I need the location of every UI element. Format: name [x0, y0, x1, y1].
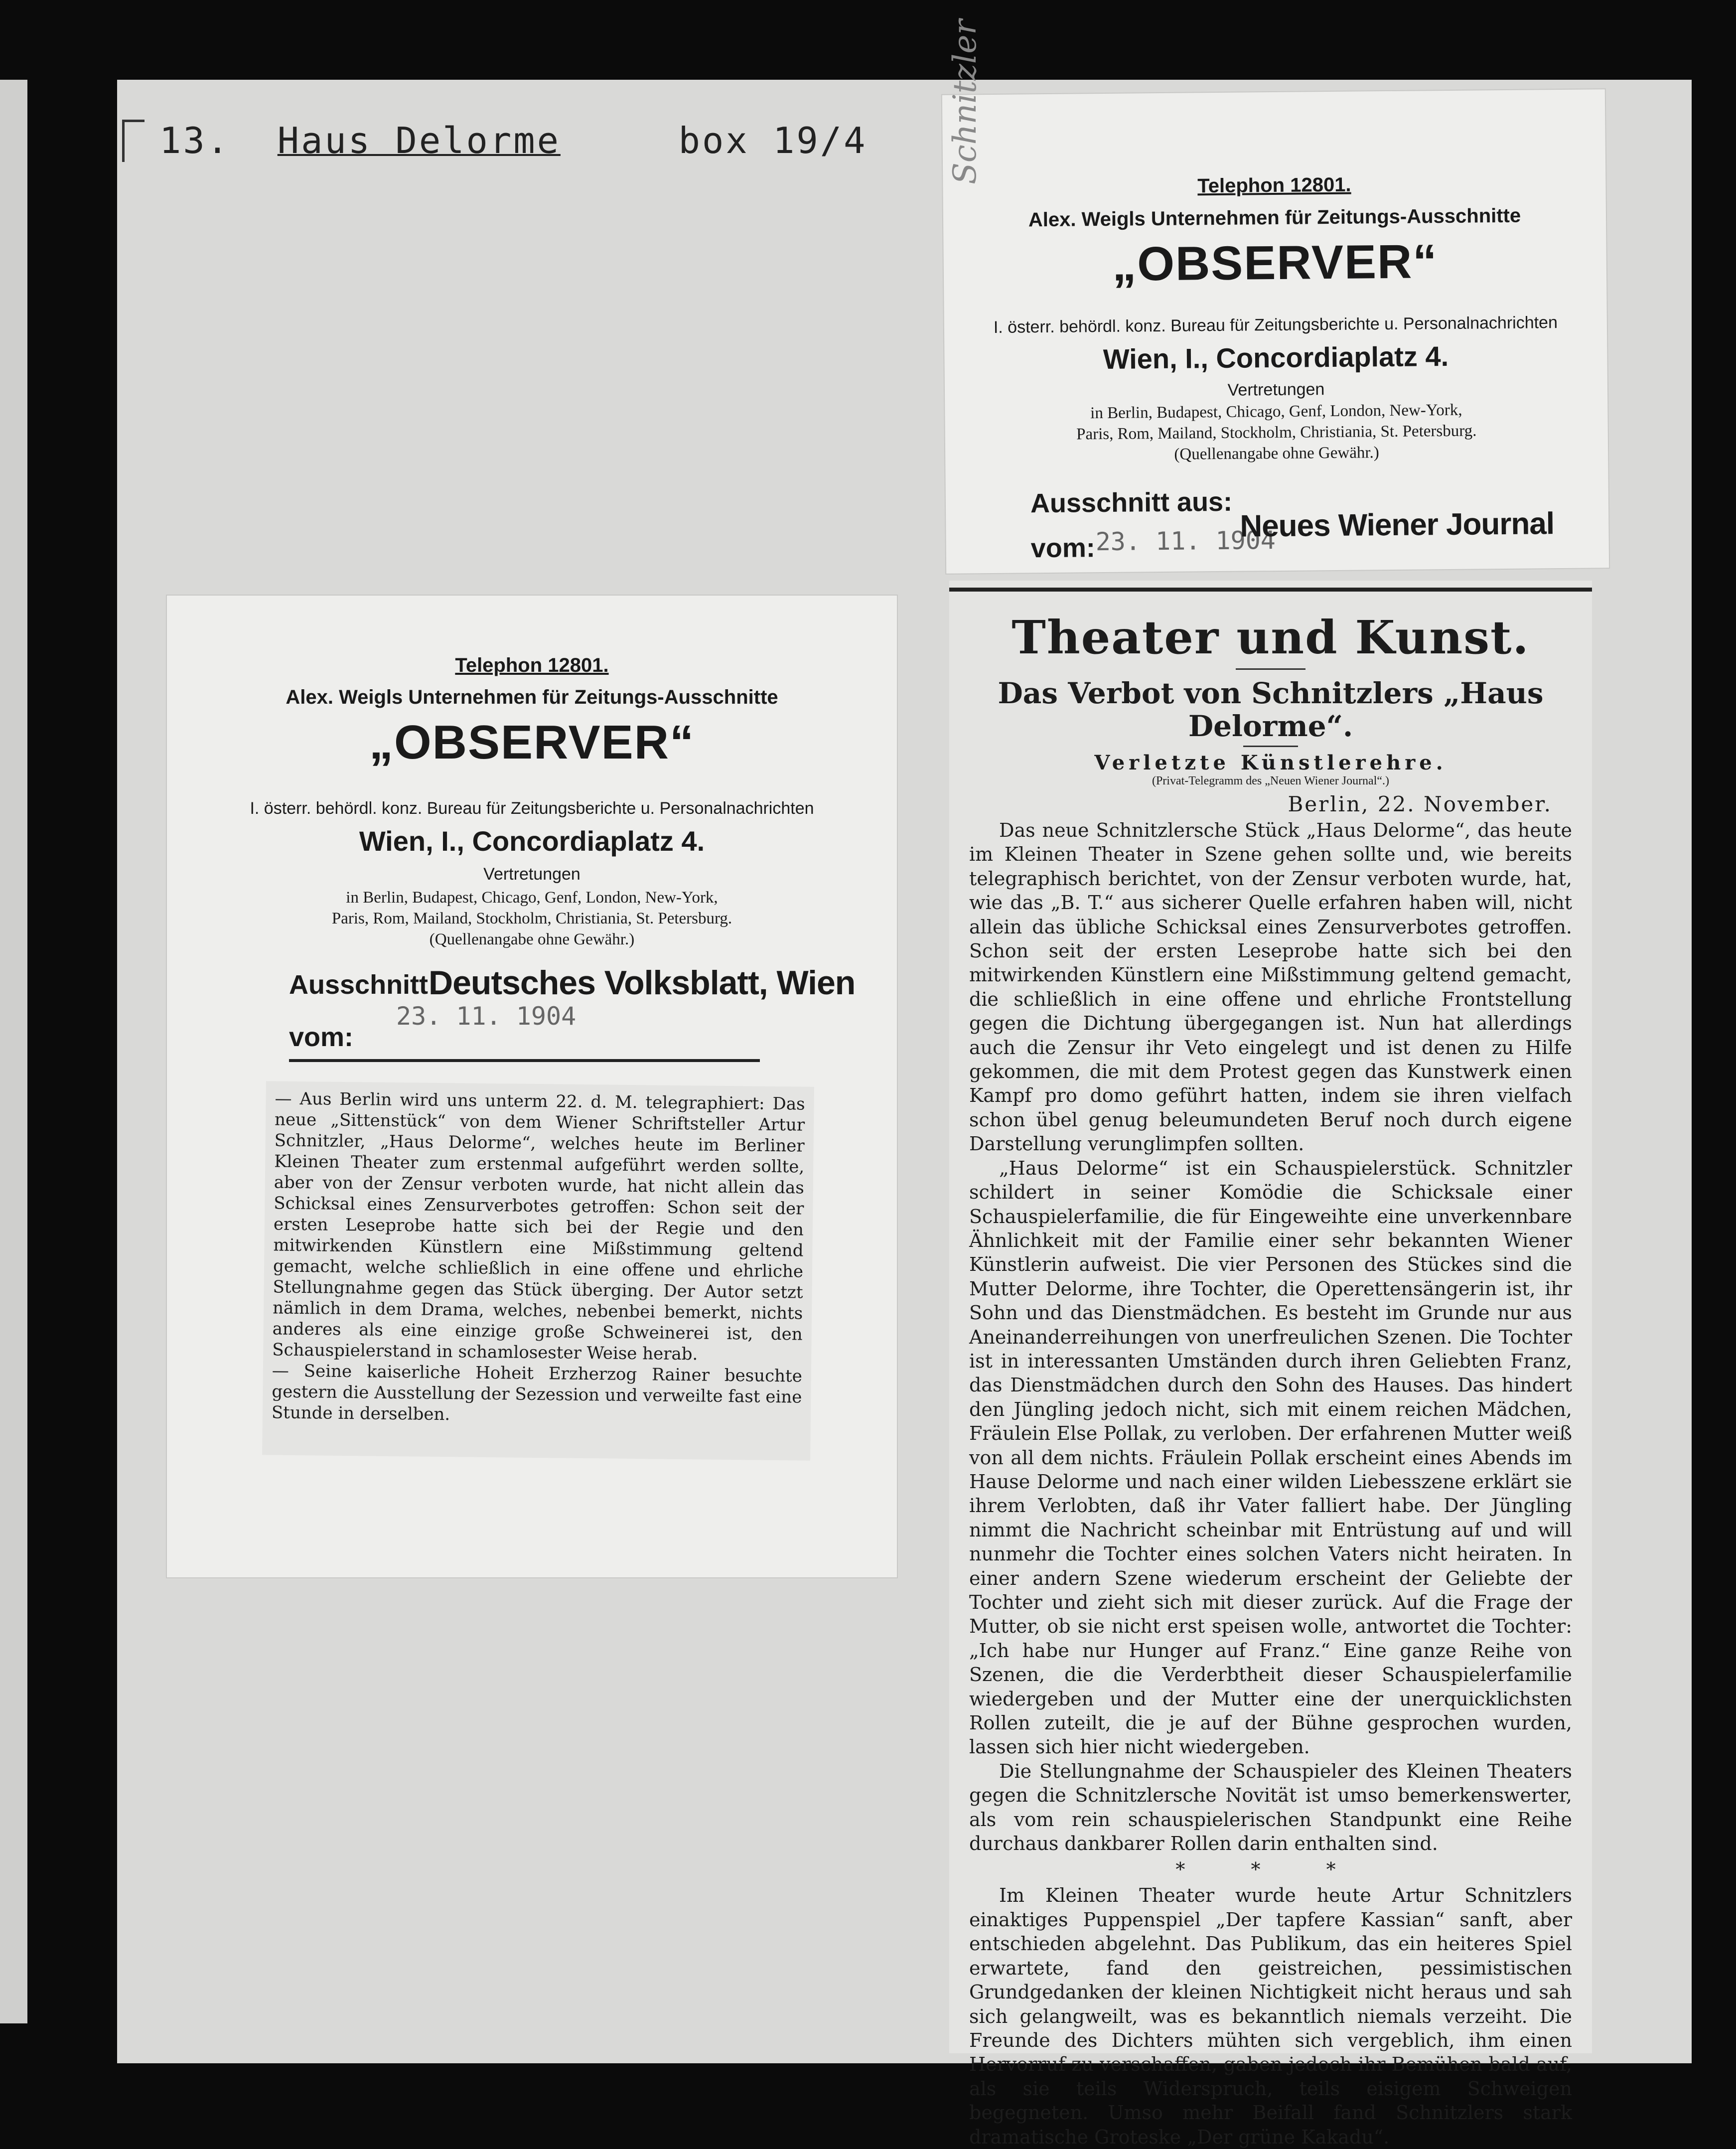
agencies-line-2: Paris, Rom, Mailand, Stockholm, Christiania, St. Petersburg.	[331, 910, 732, 927]
article-paragraph: Das neue Schnitzlersche Stück „Haus Delorme“, das heute im Kleinen Theater in Szene gehen sollte und, wie bereits telegraphisch berichtet, von der Zensur verboten wurde, hat, wie das „B. T.“ aus sicherer Quelle erfahren haben will, nicht allein das übliche Schicksal eines Zensurverbotes getroffen. Schon seit der ersten Leseprobe hatte sich bei den mitwirkenden Künstlern eine Mißstimmung geltend gemacht, die schließlich in eine offene und ehrliche Frontstellung gegen die Dichtung übergegangen ist. Nun hat allerdings auch die Zensur ihr Veto eingelegt und ist denen zu Hilfe gekommen, die mit dem Protest gegen das Kunstwerk einen Kampf pro domo geführt hatten, indem sie ihren vielfach schon übel genug beleumundeten Beruf noch durch eigene Darstellung verunglimpfen sollten.	[969, 819, 1572, 1155]
header-title: Haus Delorme	[277, 120, 561, 161]
publication-name: Neues Wiener Journal	[1240, 506, 1555, 544]
address-line: Wien, I., Concordiaplatz 4.	[1103, 340, 1449, 375]
clipping-paragraph: — Aus Berlin wird uns unterm 22. d. M. telegraphiert: Das neue „Sittenstück“ von dem Wiener Schriftsteller Artur Schnitzler, „Haus Delorme“, welches heute im Berliner Kleinen Theater zum erstenmal aufgeführt werden sollte, aber von der Zensur verboten wurde, hat nicht allein das Schicksal eines Zensurverbotes getroffen: Schon seit der ersten Leseprobe hatte sich bei der Regie und den mitwirkenden Künstlern eine Mißstimmung geltend gemacht, welche schließlich in eine offene und ehrliche Stellungnahme gegen das Stück überging. Der Autor setzt nämlich in dem Drama, welches, nebenbei bemerkt, nichts anderes als eine einzige große Schweinerei ist, den Schauspielerstand in schamlosester Weise herab.	[272, 1088, 805, 1365]
company-line: Alex. Weigls Unternehmen für Zeitungs-Ausschnitte	[286, 686, 778, 708]
separator: * * *	[1175, 1858, 1366, 1881]
disclaimer: (Quellenangabe ohne Gewähr.)	[429, 930, 635, 948]
observer-title: „OBSERVER“	[1112, 235, 1438, 291]
article-paragraph: Die Stellungnahme der Schauspieler des Kleinen Theaters gegen die Schnitzlersche Novität ist umso bemerkenswerter, als vom rein schauspielerischen Standpunkt eine Reihe durchaus dankbarer Rollen darin enthalten sind.	[969, 1760, 1572, 1855]
bureau-line: I. österr. behördl. konz. Bureau für Zeitungsberichte u. Personalnachrichten	[250, 799, 814, 818]
left-news-clipping	[262, 1081, 814, 1460]
source-line: (Privat-Telegramm des „Neuen Wiener Journal“.)	[1152, 774, 1390, 787]
dateline: Berlin, 22. November.	[1288, 792, 1552, 816]
handwritten-note: Schnitzler	[947, 19, 984, 184]
divider-rule	[289, 1059, 760, 1062]
top-rule	[949, 588, 1592, 592]
company-line: Alex. Weigls Unternehmen für Zeitungs-Ausschnitte	[1028, 204, 1521, 231]
subheadline: Verletzte Künstlerehre.	[1094, 751, 1447, 774]
corner-bracket	[122, 120, 145, 162]
article-clipping	[949, 581, 1592, 2148]
section-title: Theater und Kunst.	[1012, 611, 1530, 664]
disclaimer: (Quellenangabe ohne Gewähr.)	[1174, 444, 1379, 463]
address-line: Wien, I., Concordiaplatz 4.	[359, 825, 705, 857]
date-label: vom:	[1030, 533, 1096, 564]
telephone: Telephon 12801.	[455, 654, 609, 676]
title-rule	[1236, 668, 1305, 670]
adjacent-page-edge	[0, 80, 27, 2023]
agencies-line-1: in Berlin, Budapest, Chicago, Genf, London, New-York,	[1090, 401, 1462, 423]
date-stamp: 23. 11. 1904	[1095, 526, 1276, 557]
headline-rule	[1243, 746, 1298, 747]
article-paragraph: Im Kleinen Theater wurde heute Artur Schnitzlers einaktiges Puppenspiel „Der tapfere Kassian“ sanft, aber entschieden abgelehnt. Das Publikum, das ein heiteres Spiel erwartete, fand den geistreichen, pessimistischen Grundgedanken der kleinen Nichtigkeit nicht heraus und sah sich gelangweilt, was es bekanntlich niemals verzeiht. Die Freunde des Dichters mühten sich vergeblich, ihm einen Hervorruf zu verschaffen, gaben jedoch ihr Bemühen bald auf, als sie teils Widerspruch, teils eisigem Schweigen begegneten. Umso mehr Beifall fand Schnitzlers stark dramatische Groteske „Der grüne Kakadu“.	[969, 1884, 1572, 2148]
clipping-paragraph: — Seine kaiserliche Hoheit Erzherzog Rainer besuchte gestern die Ausstellung der Sezession und verweilte fast eine Stunde in derselben.	[271, 1361, 803, 1425]
header-box: box 19/4	[678, 120, 868, 161]
agencies-label: Vertretungen	[483, 865, 580, 884]
article-paragraph: „Haus Delorme“ ist ein Schauspielerstück. Schnitzler schildert in seiner Komödie die Schicksale einer Schauspielerfamilie, die für Eingeweihte eine unverkennbare Ähnlichkeit mit der Familie einer sehr bekannten Wiener Künstlerin aufweist. Die vier Personen des Stückes sind die Mutter Delorme, ihre Tochter, die Operettensängerin ist, ihr Sohn und das Dienstmädchen. Es besteht im Grunde nur aus Aneinanderreihungen von unerfreulichen Szenen. Die Tochter ist in interessanten Umständen durch ihren Geliebten Franz, das Dienstmädchen durch den Sohn des Hauses. Das hindert den Jüngling jedoch nicht, sich mit einem reichen Mädchen, Fräulein Else Pollak, zu verloben. Der erfahrenen Mutter weiß von all dem nichts. Fräulein Pollak erscheint eines Abends im Hause Delorme und nach einer wilden Liebesszene erklärt sie ihrem Verlobten, daß ihr Vater falliert habe. Der Jüngling nimmt die Nachricht scheinbar mit Entrüstung auf und will nunmehr die Tochter eines solchen Vaters nicht heiraten. In einer andern Szene wiederum erscheint der Geliebte der Tochter und zieht sich mit dieser zurück. Auf die Frage der Mutter, ob sie nicht erst speisen wolle, antwortet die Tochter: „Ich habe nur Hunger auf Franz.“ Eine ganze Reihe von Szenen, die die Verderbtheit dieser Schauspielerfamilie wiedergeben und der Mutter eine der unerquicklichsten Rollen zuteilt, die je auf der Bühne gesprochen wurden, lassen sich hier nicht wiedergeben.	[969, 1157, 1572, 1758]
bureau-line: I. österr. behördl. konz. Bureau für Zeitungsberichte u. Personalnachrichten	[993, 313, 1558, 337]
agencies-line-1: in Berlin, Budapest, Chicago, Genf, London, New-York,	[346, 889, 718, 907]
observer-title: „OBSERVER“	[369, 716, 695, 769]
left-observer-slip	[167, 596, 897, 1577]
header-number: 13.	[159, 120, 231, 161]
telephone: Telephon 12801.	[1197, 173, 1351, 197]
date-stamp: 23. 11. 1904	[396, 1002, 577, 1031]
excerpt-label: Ausschnitt aus:	[1030, 486, 1233, 519]
agencies-label: Vertretungen	[1227, 380, 1325, 400]
excerpt-label: Ausschnitt	[289, 970, 429, 1000]
headline: Das Verbot von Schnitzlers „Haus Delorme“.	[998, 676, 1544, 743]
right-observer-slip	[942, 89, 1609, 574]
page-header	[159, 120, 907, 159]
publication-name: Deutsches Volksblatt, Wien	[429, 964, 856, 1002]
agencies-line-2: Paris, Rom, Mailand, Stockholm, Christiania, St. Petersburg.	[1076, 422, 1477, 444]
date-label: vom:	[289, 1022, 354, 1052]
